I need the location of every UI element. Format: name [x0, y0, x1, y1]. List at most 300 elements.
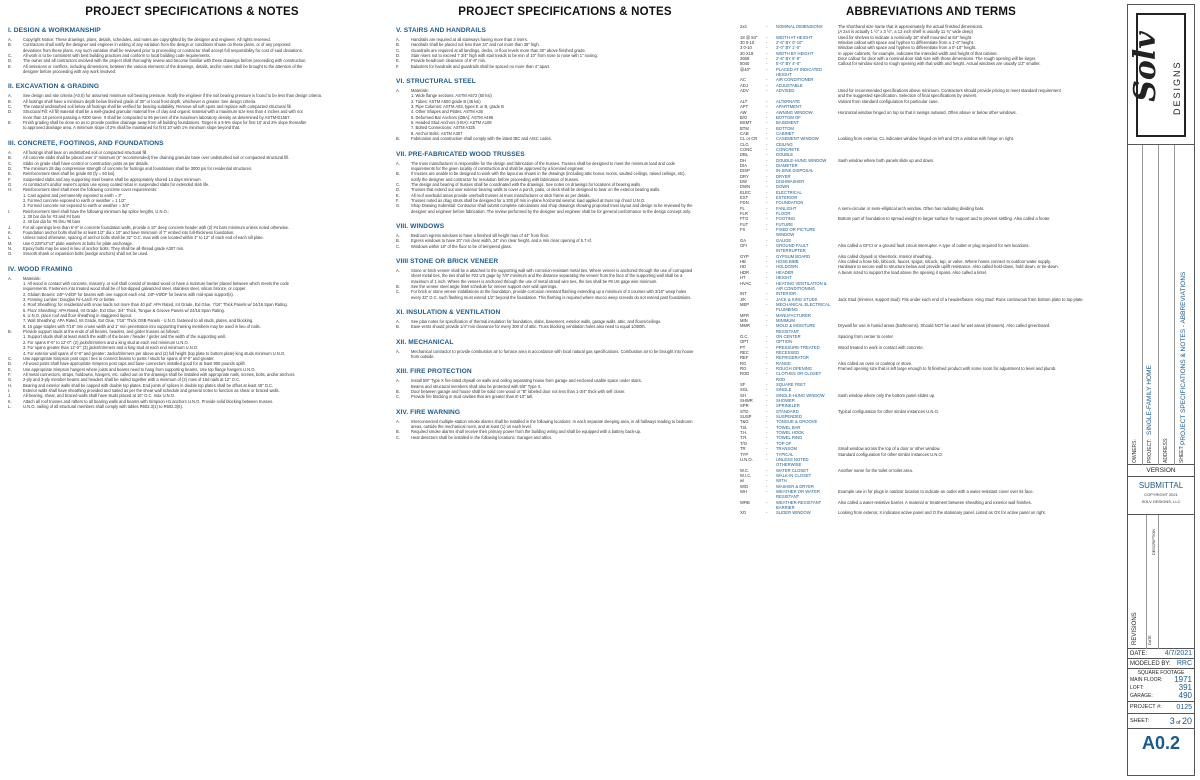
abbreviation-meaning: BOTTOM OF — [776, 114, 801, 120]
abbreviation: GA — [740, 237, 747, 243]
abbreviation-meaning: STANDARD — [776, 408, 799, 414]
abbreviation: SH — [740, 392, 746, 398]
abbreviation-meaning: 5'-0" BY 4'-0" — [776, 61, 801, 67]
spec-item-text: All footings shall have a minimum depth below finished grade of 30" or local frost depth, whichever is greater. See design criteria. — [23, 98, 257, 104]
abbreviation-meaning: BOTTOM — [776, 125, 794, 131]
spec-item-text: Materials: — [23, 275, 41, 281]
abbreviation-definition: Standard configuration for other similar instances U.N.O. — [838, 451, 943, 457]
abbreviation: RO — [740, 366, 747, 371]
dash: - — [766, 387, 768, 393]
abbreviation: WH — [740, 488, 747, 494]
spec-item-text: 6. Headed Stud Anchors (HSA): ASTM A108 — [411, 120, 492, 126]
abbreviation-meaning: ROUGH OPENING — [776, 366, 813, 371]
abbreviation-meaning: WATER CLOSET — [776, 467, 809, 473]
spec-item-text: Install 5/8" Type X fire-rated drywall on walls and ceiling separating house from garage and enclosed usable space under stairs. — [411, 378, 642, 384]
spec-item-key: B. — [396, 389, 400, 395]
abbreviation-definition: Wood treated to work in contact with concrete. — [838, 344, 924, 350]
spec-item-text: 3. Framing Lumber: Douglas Fir-Larch #2 or better. — [23, 297, 116, 303]
abbreviation-meaning: CONCRETE — [776, 146, 800, 152]
abbreviation-meaning: WALK-IN CLOSET — [776, 472, 812, 478]
dash: - — [766, 435, 768, 441]
spec-item-text: All work is to be consistent with best building practices and conform to local building code requirements. — [23, 53, 211, 59]
abbreviation-definition: Also called a GFCI or a ground fault circuit interrupter. A type of outlet or plug required for wet locations. — [838, 243, 1030, 249]
abbreviation-definition: Variant from standard configuration for particular case. — [838, 98, 939, 104]
title-block — [1127, 4, 1195, 776]
spec-item-text: Provide headroom clearance of 6'-8" min. — [411, 58, 487, 64]
spec-item — [396, 244, 734, 249]
abbreviation-meaning: TYPICAL — [776, 451, 794, 457]
specs-column-1 — [8, 0, 376, 780]
company-logo — [1128, 5, 1194, 145]
spec-item-text: from outside. — [411, 354, 435, 360]
abbreviation: REC — [740, 349, 749, 355]
abbreviation-meaning: ELECTRICAL — [776, 189, 802, 195]
spec-item-key: D. — [8, 165, 13, 171]
abbreviation-meaning: FOUNDATION — [776, 200, 804, 206]
dash: - — [766, 173, 768, 179]
spec-item-key: D. — [8, 361, 13, 367]
abbreviation: PT — [740, 344, 746, 350]
abbreviation-meaning: CABINET — [776, 130, 795, 136]
abbreviation-definition: Spacing from center to center. — [838, 333, 894, 339]
sqft-garage — [1130, 692, 1192, 700]
dash: - — [766, 382, 768, 388]
abbreviation-meaning: TRANSOM — [776, 446, 797, 452]
spec-item-text: Eave vents should provide 1/4" min clearance for every 300 sf of attic. Truss blocking ventilation holes also need to equal 1/300th. — [411, 324, 646, 330]
spec-item-text: See the veneer steel angle lintel schedule for veneer support over wall openings. — [411, 284, 558, 289]
abbreviation-meaning: UNLESS NOTED — [776, 456, 809, 462]
dash: - — [766, 398, 768, 404]
dash: - — [766, 157, 768, 163]
abbreviation-meaning: PRESSURE-TREATED — [776, 344, 820, 350]
dash: - — [766, 446, 768, 452]
spec-item-text: notify the designer and contractor for resolution before proceeding with fabrication of trusses. — [411, 176, 580, 182]
abbreviation: AC — [740, 77, 746, 83]
abbreviation-meaning: HOSE BIBB — [776, 259, 799, 265]
spec-item-text: 2. For spans 0'-6" to 12'-0": (2) jacks/trimmers and a king stud at each end minimum U.N.O. — [23, 339, 189, 345]
section-heading: VIII. WINDOWS — [396, 222, 445, 230]
abbreviation: T.H. — [740, 430, 748, 436]
spec-item-key: F. — [8, 176, 12, 182]
spec-item-key: A. — [8, 37, 12, 42]
spec-item-text: maximum of 1 inch. Where the veneer is anchored through the use of metal strand wire ties, the ties shall be #9 US gage wire minimum. — [411, 278, 658, 284]
abbreviation-meaning: INTERIOR — [776, 291, 797, 297]
spec-item-key: B. — [396, 429, 400, 435]
abbreviation-meaning: SUSPENDED — [776, 414, 803, 420]
abbreviation-meaning: HEATING VENTILATION & — [776, 280, 827, 286]
abbreviation: TYP — [740, 451, 749, 457]
abbreviation: 2668 — [740, 56, 750, 62]
abbreviation-definition: Jack Stud (trimmer, support stud): Fits under each end of a header/beam. King Stud: Runs continuous from bottom plate to top plate. — [838, 296, 1084, 302]
abbreviation: XO — [740, 510, 747, 516]
spec-item-text: 2-ply and 3-ply member beams and headers shall be nailed together with a minimum of (2) rows of 16d nails at 12" O.C. — [23, 377, 241, 383]
abbreviation-meaning: WITH — [776, 478, 787, 484]
abbreviation-meaning: CLOTHES OR CLOSET — [776, 371, 822, 377]
spec-item — [8, 404, 376, 409]
spec-item-key: E. — [8, 366, 12, 372]
spec-item-text: Mechanical contractor to provide combustion air to furnace area in accordance with local natural gas specifications. Combustion air to be brought into house — [411, 348, 694, 354]
spec-item-key: C. — [8, 160, 13, 166]
spec-item-text: 3. Formed concrete not exposed to earth or weather = 3/4" — [23, 203, 130, 209]
abbreviation-meaning: NOMINAL DIMENSIONS — [776, 24, 823, 29]
spec-item — [396, 324, 734, 329]
abbreviation-meaning: 2'-6" BY 6'-8" — [776, 56, 801, 62]
abbreviation-definition: Door callout for door with a nominal door slab size with those dimensions. The rough opening will be larger. — [838, 56, 1037, 62]
dash: - — [766, 317, 768, 323]
abbreviation-meaning: WEATHER OR WATER — [776, 488, 820, 494]
submittal-label: SUBMITTAL — [1138, 481, 1184, 490]
abbreviation-definition: and the suggested specification. Selection of final specifications by owners. — [838, 93, 978, 99]
spec-item-text: Provide fire blocking in stud cavities that are greater than 8'-10" tall. — [411, 394, 534, 400]
dash: - — [766, 440, 768, 446]
abbreviation-meaning: ON CENTER — [776, 333, 801, 339]
abbreviation-definition: Used for recommended specifications above minimum. Contractors should provide pricing to meet standard requirement — [838, 88, 1061, 94]
spec-item-key: B. — [396, 136, 400, 142]
spec-item-text: designer before proceeding with any work involved. — [23, 69, 117, 75]
dash: - — [766, 178, 768, 184]
spec-item-key: J. — [8, 393, 12, 399]
spec-item-text: All roof overbuild areas provide overbuilt trusses at truss manufacturer or stick frame as per details. — [411, 192, 591, 198]
abbreviation: @40" — [740, 66, 751, 72]
spec-item-key: A. — [8, 149, 12, 155]
abbreviation: DRY — [740, 173, 749, 179]
abbreviation-meaning: 3'-0" BY 1'-0" — [776, 45, 801, 51]
spec-item — [396, 349, 734, 354]
dash: - — [766, 259, 768, 265]
abbreviation-definition: Example use in for plugs in outdoor location to indicate an outlet with a water-resistant cover over its face. — [838, 488, 1034, 494]
abbreviation-meaning: SINGLE-HUNG WINDOW — [776, 392, 825, 398]
spec-item-key: J. — [8, 224, 12, 230]
section-heading: XIII. FIRE PROTECTION — [396, 368, 472, 376]
modeled-value: RRC — [1176, 660, 1192, 667]
abbreviation-meaning: TOWEL RING — [776, 435, 803, 441]
spec-item-text: to approved drainage area. A minimum slope of 2% shall be maintained for first 10' with 1% minimum slope beyond that. — [23, 125, 241, 131]
abbreviation-definition: Looking from exterior, CL indicates window hinged on left and CR a window with hinge on right. — [838, 136, 1015, 142]
abbreviation-definition: The shorthand size name that is approximately the actual finished dimensions. — [838, 24, 984, 29]
abbreviation-definition: Sash window where both panels slide up and down. — [838, 157, 935, 163]
abbreviation: T.R. — [740, 435, 748, 441]
spec-item-key: A. — [396, 348, 400, 354]
dash: - — [766, 227, 768, 233]
spec-item-key: B. — [8, 329, 12, 335]
abbreviation: STD — [740, 408, 749, 414]
spec-item-text: 6. U.N.O. place roof and floor sheathing in staggered layout. — [23, 313, 133, 319]
main-label: MAIN FLOOR: — [1130, 677, 1163, 683]
dash: - — [766, 130, 768, 136]
abbreviation-meaning: WEATHER-RESISTANT — [776, 499, 822, 505]
spec-item-text: If trusses are unable to be designed to work with the layout as shown in the drawings (including attic bonus rooms, vaulted ceilings, raised ceilings, etc), — [411, 171, 686, 177]
specs-sections — [8, 27, 376, 409]
abbreviation: BSMT — [740, 120, 752, 126]
divider — [1158, 145, 1159, 465]
loft-label: LOFT: — [1130, 685, 1144, 691]
abbreviation: FLR — [740, 211, 748, 217]
abbreviation-meaning: ALTERNATE — [776, 98, 801, 104]
divider — [1142, 145, 1143, 465]
spec-item-key: A. — [396, 37, 400, 42]
spec-item-text: deviations from these plans. Any such variation shall be reviewed prior to proceeding or contractor shall accept full responsibility for cost of said deviations. — [23, 47, 303, 53]
dash: - — [766, 323, 768, 329]
abbreviation-meaning: REFRIGERATOR — [776, 355, 809, 361]
abbreviation-meaning: HEIGHT — [776, 275, 792, 281]
abbreviation-meaning: ADVISED — [776, 88, 795, 94]
dash: - — [766, 77, 768, 83]
spec-item-text: requirements for the given locality of construction and shall be approved by a licensed engineer. — [411, 165, 585, 171]
dash: - — [766, 66, 768, 72]
spec-item-key: C. — [396, 289, 401, 295]
abbreviation: W/D — [740, 483, 749, 489]
spec-item-text: For brick or stone veneer installations at the foundation, provide corrosion resistant flashing extending up a minimum of 3 courses with 3/16" weep holes — [411, 289, 687, 295]
abbreviation-meaning: CASEMENT WINDOW — [776, 136, 819, 142]
abbreviation: SF — [740, 382, 746, 388]
abbreviation: HB — [740, 259, 746, 265]
revisions-table — [1128, 515, 1194, 649]
column-title: PROJECT SPECIFICATIONS & NOTES — [85, 6, 299, 18]
spec-item-text: more than 10 percent passing a #200 sieve. It shall be compacted to 95 percent of the maximum laboratory density as determined by ASTM-D1557. — [23, 114, 291, 120]
dash: - — [766, 243, 768, 249]
abbreviation: ROD — [740, 371, 750, 377]
date-value: 4/7/2021 — [1164, 650, 1192, 657]
abbreviation: ALT — [740, 98, 748, 104]
spec-item — [396, 435, 734, 440]
project-info — [1128, 145, 1194, 465]
spec-item-text: 8. 16 gage staples with 7/16" min crown width and 1" min penetration into supporting framing members may be used in lieu of nails. — [23, 323, 261, 329]
abbreviation-meaning: HOLDOWN — [776, 264, 798, 270]
abbreviation: T&G — [740, 419, 749, 425]
dash: - — [766, 301, 768, 307]
spec-item-key: G. — [396, 203, 401, 209]
spec-item-text: Interconnected multiple-station smoke alarms shall be installed in the following locations: In each separate sleeping area, in all hallways leading to bedroom — [411, 418, 693, 424]
abbreviation-definition: Bottom part of foundation to spread weight to larger surface for support and to prevent settling. Also called a footer. — [838, 216, 1051, 222]
abbreviation: W.I.C. — [740, 472, 752, 478]
divider — [1174, 145, 1175, 465]
spec-item-text: Fabrication and construction shall comply with the latest IBC and AISC codes. — [411, 136, 552, 142]
spec-item-key: F. — [8, 371, 12, 377]
abbreviation: FX — [740, 227, 746, 233]
abbreviation: CAB — [740, 130, 749, 136]
dash: - — [766, 216, 768, 222]
abbreviation: DWN — [740, 184, 751, 190]
dash: - — [766, 467, 768, 473]
abbreviation-meaning: RECESSED — [776, 349, 800, 355]
spec-item-key: B. — [396, 42, 400, 48]
abbreviation-meaning: WIDTH AT HEIGHT — [776, 34, 813, 40]
spec-item-text: Reinforcement steel shall be grade 60 (fy = 60 ksi). — [23, 171, 116, 177]
spec-item-key: E. — [396, 58, 400, 64]
version-label: VERSION — [1128, 465, 1194, 477]
spec-item-key: B. — [396, 324, 400, 330]
abbreviation-definition: Another name for the toilet or toilet area. — [838, 467, 913, 473]
abbreviation: 18 @ 84" — [740, 34, 758, 40]
abbreviation-meaning: MINIMUM — [776, 317, 795, 323]
dash: - — [766, 339, 768, 345]
abbreviation: DISP — [740, 168, 750, 174]
spec-item-key: D. — [396, 53, 401, 59]
dash: - — [766, 24, 768, 29]
specs-column-2 — [396, 0, 734, 780]
spec-item-text: 4. For exterior wall spans of 6'-0" and greater: Jacks/trimmers per above and (2) full height (top plate to bottom plate) king studs minimum U.N.O. — [23, 350, 286, 356]
abbreviation: 30 X18 — [740, 50, 754, 56]
spec-item — [396, 394, 734, 399]
dash: - — [766, 34, 768, 40]
spec-item-text: Reinforcement steel shall meet the following concrete cover requirements: — [23, 187, 158, 193]
spec-item-text: The natural undisturbed soil below all footings shall be verified for bearing suitability. Remove all soft spots and replace with compacted structural fill. — [23, 104, 292, 110]
address-label: ADDRESS: — [1163, 437, 1169, 463]
abbreviation-meaning: DISHWASHER — [776, 178, 805, 184]
dash: - — [766, 195, 768, 200]
dash: - — [766, 125, 768, 131]
spec-item-text: areas, outside the mechanical room, and at least (1) on each level. — [411, 424, 532, 430]
abbreviation: B/O — [740, 114, 748, 120]
company-name: SOLV DESIGNS, LLC — [1141, 499, 1181, 504]
spec-item-key: A. — [396, 378, 400, 384]
spec-item-key: C. — [8, 104, 13, 110]
sheet-title: PROJECT SPECIFICATIONS & NOTES - ABBREVIATIONS — [1180, 271, 1187, 445]
spec-item-text: 5. Deformed Bar Anchors (DBA): ASTM A496 — [411, 114, 494, 120]
abbreviation-definition: Callout for window sized to rough opening with that width and height. Actual windows are usually 1/2" smaller. — [838, 61, 1041, 67]
spec-item-text: Foundation anchor bolts shall be at least 1/2" dia x 10" and have minimum of 7" embed into full-thickness foundation. — [23, 229, 235, 235]
abbreviation: MIN — [740, 317, 748, 323]
abbreviation-definition: Typical configuration for other similar instances U.N.O. — [838, 408, 940, 414]
spec-item-key: E. — [8, 120, 12, 126]
spec-item — [396, 209, 734, 214]
abbreviation-meaning: APARTMENT — [776, 104, 802, 110]
abbreviation-definition: Used for shelves to indicate a nominally 18" shelf mounted at 84" height. — [838, 34, 973, 40]
dash: - — [766, 333, 768, 339]
sheet-label: SHEET: — [1179, 445, 1185, 463]
abbreviation-definition: (A 2x4 is actually 1 ½" x 3 ½", a 12 inch shelf is usually 11 ¾" wide deep) — [838, 29, 973, 35]
abbreviation-meaning: TOP OF — [776, 440, 792, 446]
spec-item-key: K. — [8, 229, 12, 235]
abbreviation-meaning: SPRINKLER — [776, 403, 800, 409]
abbreviation-meaning: AIR CONDITIONER — [776, 77, 814, 83]
copyright-text: COPYRIGHT 2021 — [1144, 492, 1178, 497]
spec-item-text: 8. Anchor Bolts: ASTM A307 — [411, 130, 463, 136]
abbreviation-meaning: TOWEL BAR — [776, 424, 801, 430]
abbreviation-row — [740, 510, 1122, 515]
abbreviation-meaning: HEADER — [776, 269, 794, 275]
abbreviation: J/K — [740, 296, 747, 302]
spec-item-key: C. — [8, 355, 13, 361]
spec-item-key: H. — [8, 187, 13, 193]
dash: - — [766, 349, 768, 355]
spec-item-key: F. — [396, 197, 400, 203]
spec-item-text: 2. Formed concrete exposed to earth or weather = 1 1/2" — [23, 197, 126, 203]
dash: - — [766, 82, 768, 88]
abbreviation-meaning: DOUBLE-HUNG WINDOW — [776, 157, 827, 163]
spec-item-text: 2. 40 bar dia for #5 thru #8 bars — [23, 219, 81, 225]
spec-item-key: B. — [396, 284, 400, 289]
abbreviation-definition: Small window across the top of a door or other window. — [838, 446, 941, 452]
spec-item-text: sheet metal ties, the ties shall be #22 US gage by 7/8" minimum and the distance separating the veneer from the face of the supporting wall shall be a — [411, 273, 683, 279]
abbreviation-meaning: FLOOR — [776, 211, 791, 217]
spec-item-text: Reinforcement steel shall have the following minimum lap splice lengths, U.N.O.: — [23, 208, 170, 214]
abbreviation-meaning: RESISTANT — [776, 328, 800, 334]
abbreviation: OPT — [740, 339, 749, 345]
abbreviation: WRB — [740, 499, 750, 505]
spec-item-key: B. — [8, 42, 12, 48]
dash: - — [766, 264, 768, 270]
abbreviation-definition: Sash window where only the bottom panel slides up. — [838, 392, 936, 398]
abbreviation: ADJ — [740, 82, 748, 88]
abbreviation-definition: Also called drywall or sheetrock. Interior sheathing. — [838, 253, 933, 259]
spec-item-key: G. — [8, 377, 13, 383]
spec-item-text: 1. 30 bar dia for #3 and #4 bars — [23, 213, 81, 219]
abbreviation-meaning: FIXED OR PICTURE — [776, 227, 816, 233]
spec-item-key: C. — [396, 434, 401, 440]
dash: - — [766, 168, 768, 174]
spec-item-text: The minimum 28 day compressive strength of concrete for footings and foundations shall be 3000 psi for residential structures. — [23, 165, 253, 171]
abbreviation-definition: Also called a hose bib, bibcock, faucet, spigot, silcock, tap, or valve. Where hoses connect to outdoor water supply. — [838, 259, 1051, 265]
dash: - — [766, 200, 768, 206]
spec-item-text: Suspended slabs and any supporting steel beams shall be appropriately shored 14 days minimum. — [23, 176, 202, 182]
spec-item-text: Egress windows to have 20" min clear width, 24" min clear height, and a min clear opening of 5.7 sf. — [411, 238, 592, 244]
abbreviation-meaning: MECHANICAL ELECTRICAL — [776, 301, 831, 307]
spec-item-text: Contractors shall notify the designer and engineer in writing of any variation from the design or conditions shown on these plans, or of any proposed — [23, 42, 291, 48]
spec-item-text: Use appropriate Simpson hangers where joists and beams need to hang from supporting beams. Use top flange hangers U.N.O. — [23, 366, 256, 372]
spec-item-text: All omissions or conflicts, including dimensions, between the various elements of the drawings, details, and/or notes shall be brought to the attention of the — [23, 63, 303, 69]
section-heading: II. EXCAVATION & GRADING — [8, 83, 100, 91]
modeled-label: MODELED BY: — [1130, 660, 1171, 667]
abbreviation: T.B. — [740, 424, 748, 430]
modeled-row — [1128, 659, 1194, 669]
dash: - — [766, 141, 768, 147]
abbreviation-meaning: BASEMENT — [776, 120, 800, 126]
spec-item-key: A. — [396, 160, 400, 166]
spec-item-text: All bearing, shear, and braced walls shall have studs placed at 16" O.C. max U.N.O. — [23, 393, 176, 399]
abbreviation: T/O — [740, 440, 747, 446]
section-heading: I. DESIGN & WORKMANSHIP — [8, 27, 101, 34]
dash: - — [766, 424, 768, 430]
project-number-value: 0125 — [1176, 704, 1192, 711]
abbreviation-meaning: JACK & KING STUDS — [776, 296, 818, 302]
spec-item-key: G. — [8, 181, 13, 187]
abbreviation-meaning: 2'-6" BY 0'-10" — [776, 40, 803, 46]
abbreviation-definition: Window callout with space and hyphen to differentiate from a 0'-10" height. — [838, 45, 977, 51]
dash: - — [766, 152, 768, 158]
abbreviation: DW — [740, 178, 747, 184]
spec-item-key: C. — [8, 53, 13, 59]
dash: - — [766, 478, 768, 484]
abbreviation: 30 0-10 — [740, 40, 755, 46]
spec-item-key: B. — [396, 238, 400, 244]
dash: - — [766, 280, 768, 286]
spec-item — [396, 295, 734, 300]
spec-item-text: Trusses that extend out over exterior bearing walls to cover a porch, patio, or deck shall be designed to bear on the exterior bearing walls. — [411, 187, 661, 193]
column-title: PROJECT SPECIFICATIONS & NOTES — [458, 6, 672, 18]
dash: - — [766, 472, 768, 478]
abbreviation-meaning: GAUGE — [776, 237, 792, 243]
dash: - — [766, 114, 768, 120]
abbreviation-meaning: SHOWER — [776, 398, 795, 404]
dash: - — [766, 392, 768, 398]
dash: - — [766, 344, 768, 350]
dash: - — [766, 451, 768, 457]
abbreviation-meaning: FOOTING — [776, 216, 796, 222]
spec-item-key: C. — [396, 243, 401, 249]
sheet-count-label: SHEET: — [1130, 718, 1150, 724]
spec-item-text: Shop Drawing Submittal: Contractor shall submit complete calculations and shop drawings showing proposed truss layout and design to be reviewed by the — [411, 203, 693, 209]
spec-item-key: F. — [396, 63, 400, 69]
spec-item-text: See design and site criteria (A0.0) for assumed minimum soil bearing pressure. Notify the engineer if the soil bearing pressure is found to be less than design criteria. — [23, 93, 322, 99]
spec-item-key: A. — [396, 319, 400, 325]
abbreviation: w/ — [740, 478, 745, 484]
spec-item-text: Handrails shall be placed not less than 34" and not more than 38" high. — [411, 42, 540, 48]
abbreviation-meaning: BARRIER — [776, 504, 795, 510]
dash: - — [766, 371, 768, 377]
abbreviation-meaning: GROUND FAULT — [776, 243, 809, 249]
spec-item-key: D. — [396, 187, 401, 193]
